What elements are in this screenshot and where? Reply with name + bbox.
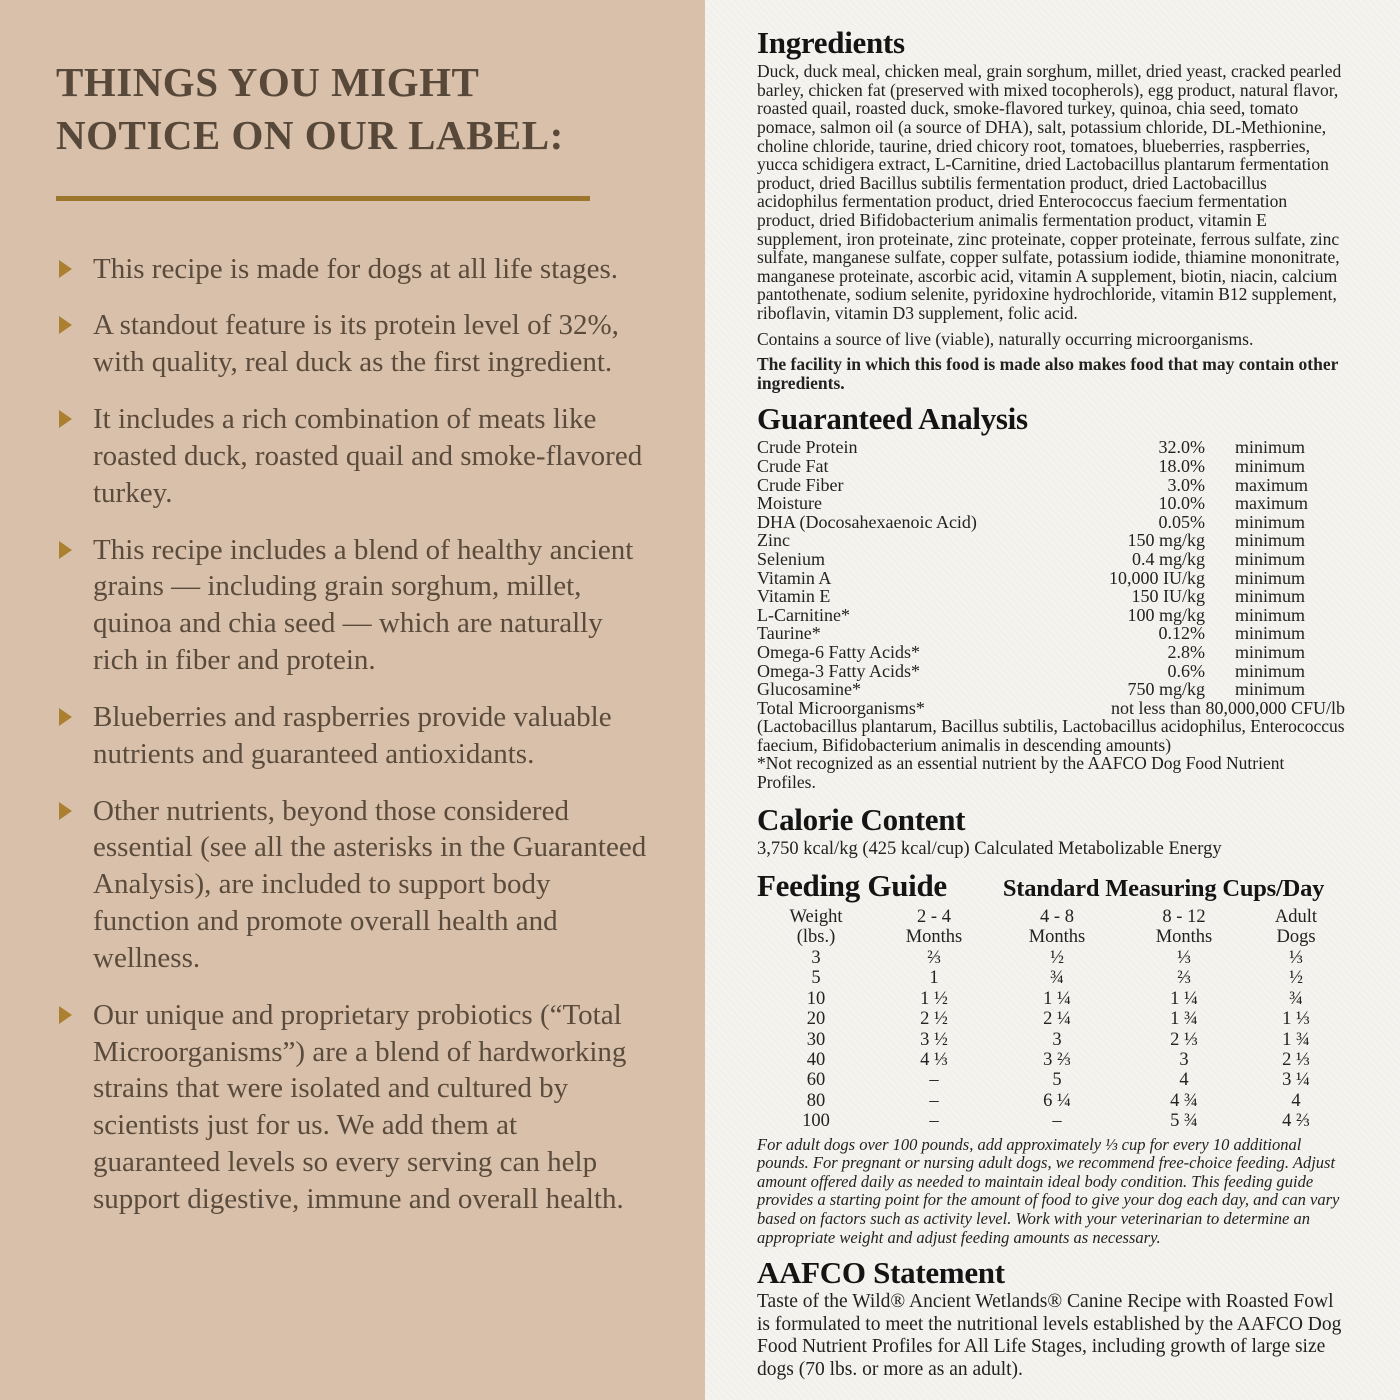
ga-nutrient-value: 18.0% [1158, 455, 1205, 476]
calorie-content-heading: Calorie Content [757, 801, 966, 837]
ga-row [757, 550, 1345, 569]
guaranteed-analysis-table [757, 438, 1345, 698]
guaranteed-analysis-section [757, 403, 1345, 792]
fg-column-header [993, 907, 1121, 947]
ingredients-section [757, 27, 1345, 393]
fg-weight-cell: 20 [806, 1009, 826, 1030]
fg-column-header-bottom: Months [1155, 926, 1213, 947]
ga-nutrient-label: Vitamin A [757, 567, 832, 588]
fg-adult-dogs-cell: 1 ¾ [1282, 1029, 1310, 1050]
fg-column-header-bottom: Months [905, 926, 963, 947]
fg-weight-cell: 100 [802, 1111, 830, 1132]
ga-nutrient-value: 150 mg/kg [1127, 530, 1205, 551]
ga-nutrient-value: 0.05% [1158, 511, 1205, 532]
bullet-arrow-icon [59, 708, 72, 726]
fg-weight-cell: 40 [806, 1049, 826, 1070]
feeding-guide-row [757, 989, 1345, 1009]
bullet-arrow-icon [59, 316, 72, 334]
bullet-item [56, 997, 647, 1218]
ga-nutrient-qualifier: minimum [1235, 437, 1306, 458]
bullet-item [56, 532, 647, 679]
feeding-guide-heading: Feeding Guide [757, 867, 947, 903]
fg-weight-cell: 10 [806, 988, 826, 1009]
fg-column-header-top: 2 - 4 [917, 906, 951, 927]
ga-nutrient-qualifier: minimum [1235, 548, 1306, 569]
fg-2-4-months-cell: 1 ½ [920, 988, 948, 1009]
fg-weight-cell: 5 [811, 968, 821, 989]
fg-8-12-months-cell: 2 ⅓ [1170, 1029, 1198, 1050]
ga-row [757, 457, 1345, 476]
ga-nutrient-label: Selenium [757, 548, 825, 569]
bullet-arrow-icon [59, 802, 72, 820]
bullet-item [56, 307, 647, 381]
ga-nutrient-qualifier: minimum [1235, 567, 1306, 588]
fg-8-12-months-cell: ⅔ [1177, 968, 1191, 989]
ga-nutrient-value: 750 mg/kg [1127, 679, 1205, 700]
ga-nutrient-label: Omega-6 Fatty Acids* [757, 641, 920, 662]
fg-2-4-months-cell: 3 ½ [920, 1029, 948, 1050]
ga-row [757, 494, 1345, 513]
fg-column-header [875, 907, 993, 947]
fg-column-header-top: Adult [1274, 906, 1318, 927]
fg-column-header-bottom: Dogs [1276, 926, 1316, 947]
feeding-guide-section [757, 867, 1345, 1247]
bullet-text: A standout feature is its protein level of 32%, with quality, real duck as the first ingredient. [93, 309, 619, 379]
fg-4-8-months-cell: ¾ [1050, 968, 1064, 989]
ga-nutrient-label: DHA (Docosahexaenoic Acid) [757, 511, 977, 532]
fg-column-header-top: Weight [789, 906, 843, 927]
fg-weight-cell: 30 [806, 1029, 826, 1050]
ga-nutrient-value: 10,000 IU/kg [1109, 567, 1205, 588]
bullet-text: This recipe includes a blend of healthy ancient grains — including grain sorghum, millet, quinoa and chia seed — which are naturally rich in fiber and protein. [93, 533, 634, 677]
fg-adult-dogs-cell: ½ [1289, 968, 1303, 989]
fg-column-header-top: 8 - 12 [1162, 906, 1206, 927]
feeding-guide-row [757, 968, 1345, 988]
ga-nutrient-qualifier: minimum [1235, 679, 1306, 700]
bullet-arrow-icon [59, 1006, 72, 1024]
ga-nutrient-qualifier: minimum [1235, 530, 1306, 551]
ingredients-body: Duck, duck meal, chicken meal, grain sorghum, millet, dried yeast, cracked pearled barley, chicken fat (preserved with mixed tocopherols), egg product, natural flavor, roasted quail, roasted duck, smoke-flavored turkey, quinoa, chia seed, tomato pomace, salmon oil (a source of DHA), salt, potassium chloride, DL-Methionine, choline chloride, taurine, dried chicory root, tomatoes, blueberries, raspberries, yucca schidigera extract, L-Carnitine, dried Lactobacillus plantarum fermentation product, dried Bacillus subtilis fermentation product, dried Lactobacillus acidophilus fermentation product, dried Enterococcus faecium fermentation product, dried Bifidobacterium animalis fermentation product, vitamin E supplement, iron proteinate, zinc proteinate, copper proteinate, ferrous sulfate, zinc sulfate, manganese sulfate, copper sulfate, potassium iodide, thiamine mononitrate, manganese proteinate, ascorbic acid, vitamin A supplement, biotin, niacin, calcium pantothenate, sodium selenite, pyridoxine hydrochloride, vitamin B12 supplement, riboflavin, vitamin D3 supplement, folic acid. [757, 61, 1342, 323]
ga-row [757, 606, 1345, 625]
left-panel-title [56, 56, 647, 163]
bullet-list [56, 251, 647, 1218]
fg-4-8-months-cell: 2 ¼ [1043, 1009, 1071, 1030]
ga-row [757, 513, 1345, 532]
ga-nutrient-qualifier: minimum [1235, 623, 1306, 644]
facility-note: The facility in which this food is made also makes food that may contain other ingredients. [757, 354, 1339, 394]
ga-total-label: Total Microorganisms* [757, 697, 925, 718]
aafco-statement-section [757, 1257, 1345, 1381]
fg-4-8-months-cell: 3 [1052, 1029, 1062, 1050]
ga-nutrient-qualifier: minimum [1235, 511, 1306, 532]
fg-8-12-months-cell: 4 ¾ [1170, 1090, 1198, 1111]
ga-nutrient-label: Moisture [757, 493, 822, 514]
feeding-guide-header-row [757, 867, 1345, 903]
fg-weight-cell: 3 [811, 947, 821, 968]
bullet-text: Our unique and proprietary probiotics (“Total Microorganisms”) are a blend of hardworking strains that were isolated and cultured by scientists just for us. We add them at guaranteed levels so every serving can help support digestive, immune and overall health. [93, 998, 627, 1215]
ga-nutrient-qualifier: minimum [1235, 604, 1306, 625]
fg-8-12-months-cell: 1 ¼ [1170, 988, 1198, 1009]
ga-total-microorganisms-row [757, 699, 1345, 718]
feeding-guide-note: For adult dogs over 100 pounds, add approximately ⅓ cup for every 10 additional pounds. For pregnant or nursing adult dogs, we recommend free-choice feeding. Adjust amount offered daily as needed to maintain ideal body condition. This feeding guide provides a starting point for the amount of food to give your dog each day, and can vary based on factors such as activity level. Work with your veterinarian to determine an appropriate weight and adjust feeding amounts as necessary. [757, 1134, 1340, 1247]
fg-weight-cell: 80 [806, 1090, 826, 1111]
ga-nutrient-qualifier: minimum [1235, 586, 1306, 607]
aafco-body: Taste of the Wild® Ancient Wetlands® Canine Recipe with Roasted Fowl is formulated to meet the nutritional levels established by the AAFCO Dog Food Nutrient Profiles for All Life Stages, including growth of large size dogs (70 lbs. or more as an adult). [757, 1291, 1342, 1380]
ga-nutrient-value: 100 mg/kg [1127, 604, 1205, 625]
fg-weight-cell: 60 [806, 1070, 826, 1091]
ga-nutrient-qualifier: minimum [1235, 641, 1306, 662]
feeding-guide-rows [757, 948, 1345, 1132]
ga-row [757, 624, 1345, 643]
right-panel [705, 0, 1400, 1400]
ga-row [757, 643, 1345, 662]
fg-2-4-months-cell: ⅔ [927, 947, 941, 968]
ga-row [757, 531, 1345, 550]
feeding-guide-row [757, 1070, 1345, 1090]
fg-8-12-months-cell: 3 [1179, 1049, 1189, 1070]
fg-adult-dogs-cell: 2 ⅓ [1282, 1049, 1310, 1070]
fg-adult-dogs-cell: 1 ⅓ [1282, 1009, 1310, 1030]
fg-8-12-months-cell: 4 [1179, 1070, 1189, 1091]
ga-nutrient-label: Vitamin E [757, 586, 831, 607]
fg-2-4-months-cell: – [929, 1111, 939, 1132]
ga-nutrient-label: Crude Fat [757, 455, 829, 476]
bullet-text: This recipe is made for dogs at all life stages. [93, 252, 619, 285]
bullet-item [56, 793, 647, 977]
fg-column-header-bottom: Months [1028, 926, 1086, 947]
ga-nutrient-label: Crude Protein [757, 437, 858, 458]
ga-nutrient-value: 32.0% [1158, 437, 1205, 458]
fg-4-8-months-cell: ½ [1050, 947, 1064, 968]
fg-8-12-months-cell: 5 ¾ [1170, 1111, 1198, 1132]
ga-nutrient-value: 10.0% [1158, 493, 1205, 514]
ga-row [757, 438, 1345, 457]
ga-nutrient-value: 0.4 mg/kg [1131, 548, 1205, 569]
title-line-2: NOTICE ON OUR LABEL: [56, 112, 564, 159]
ga-row [757, 587, 1345, 606]
ga-nutrient-label: Omega-3 Fatty Acids* [757, 660, 920, 681]
fg-2-4-months-cell: 1 [929, 968, 939, 989]
bullet-arrow-icon [59, 410, 72, 428]
bullet-text: Blueberries and raspberries provide valuable nutrients and guaranteed antioxidants. [93, 700, 612, 770]
fg-4-8-months-cell: – [1052, 1111, 1062, 1132]
fg-adult-dogs-cell: 4 [1291, 1090, 1301, 1111]
contains-note: Contains a source of live (viable), naturally occurring microorganisms. [757, 328, 1254, 349]
bullet-item [56, 401, 647, 511]
fg-column-header [757, 907, 875, 947]
ga-nutrient-label: Zinc [757, 530, 790, 551]
feeding-guide-row [757, 1050, 1345, 1070]
fg-column-header [1121, 907, 1247, 947]
fg-8-12-months-cell: ⅓ [1177, 947, 1191, 968]
ga-row [757, 662, 1345, 681]
bullet-arrow-icon [59, 260, 72, 278]
ga-row [757, 476, 1345, 495]
fg-adult-dogs-cell: 3 ¼ [1282, 1070, 1310, 1091]
ga-nutrient-label: Glucosamine* [757, 679, 861, 700]
fg-4-8-months-cell: 5 [1052, 1070, 1062, 1091]
ga-nutrient-qualifier: maximum [1235, 493, 1308, 514]
ga-nutrient-label: Taurine* [757, 623, 821, 644]
fg-8-12-months-cell: 1 ¾ [1170, 1009, 1198, 1030]
fg-adult-dogs-cell: ⅓ [1289, 947, 1303, 968]
ga-nutrient-value: 150 IU/kg [1131, 586, 1205, 607]
fg-column-header-bottom: (lbs.) [796, 926, 836, 947]
title-line-1: THINGS YOU MIGHT [56, 59, 480, 105]
microorganisms-note: (Lactobacillus plantarum, Bacillus subtilis, Lactobacillus acidophilus, Enterococcus faecium, Bifidobacterium animalis in descending amounts) [757, 716, 1345, 755]
calorie-content-body: 3,750 kcal/kg (425 kcal/cup) Calculated Metabolizable Energy [757, 838, 1222, 859]
ga-nutrient-qualifier: minimum [1235, 660, 1306, 681]
feeding-guide-row [757, 948, 1345, 968]
fg-2-4-months-cell: 2 ½ [920, 1009, 948, 1030]
calorie-content-section [757, 801, 1345, 860]
ga-total-value: not less than 80,000,000 CFU/lb [1110, 697, 1345, 718]
feeding-guide-row [757, 1030, 1345, 1050]
fg-column-header-top: 4 - 8 [1040, 906, 1074, 927]
fg-4-8-months-cell: 6 ¼ [1043, 1090, 1071, 1111]
feeding-guide-row [757, 1091, 1345, 1111]
feeding-guide-table [757, 907, 1345, 1132]
guaranteed-analysis-heading: Guaranteed Analysis [757, 401, 1028, 437]
ga-nutrient-qualifier: maximum [1235, 474, 1308, 495]
fg-2-4-months-cell: – [929, 1090, 939, 1111]
fg-2-4-months-cell: 4 ⅓ [920, 1049, 948, 1070]
fg-4-8-months-cell: 1 ¼ [1043, 988, 1071, 1009]
bullet-item [56, 699, 647, 773]
ga-nutrient-qualifier: minimum [1235, 455, 1306, 476]
bullet-text: It includes a rich combination of meats like roasted duck, roasted quail and smoke-flavored turkey. [93, 403, 643, 509]
ingredients-heading: Ingredients [757, 25, 905, 60]
feeding-guide-row [757, 1009, 1345, 1029]
ga-nutrient-value: 0.12% [1158, 623, 1205, 644]
bullet-item [56, 251, 647, 288]
feeding-guide-row [757, 1111, 1345, 1131]
ga-nutrient-value: 2.8% [1167, 641, 1205, 662]
fg-adult-dogs-cell: ¾ [1289, 988, 1303, 1009]
ga-row [757, 569, 1345, 588]
fg-column-header [1247, 907, 1345, 947]
bullet-arrow-icon [59, 541, 72, 559]
fg-4-8-months-cell: 3 ⅔ [1043, 1049, 1071, 1070]
aafco-heading: AAFCO Statement [757, 1255, 1005, 1291]
bullet-text: Other nutrients, beyond those considered essential (see all the asterisks in the Guaranteed Analysis), are included to support body function and promote overall health and wellness. [93, 794, 647, 974]
title-divider-rule [56, 196, 590, 201]
ga-row [757, 680, 1345, 699]
fg-2-4-months-cell: – [929, 1070, 939, 1091]
fg-adult-dogs-cell: 4 ⅔ [1282, 1111, 1310, 1132]
ga-nutrient-label: L-Carnitine* [757, 604, 850, 625]
feeding-guide-column-headers [757, 907, 1345, 947]
ga-nutrient-label: Crude Fiber [757, 474, 844, 495]
ga-nutrient-value: 0.6% [1167, 660, 1205, 681]
feeding-guide-subheading: Standard Measuring Cups/Day [1002, 874, 1325, 902]
ga-nutrient-value: 3.0% [1167, 474, 1205, 495]
asterisk-note: *Not recognized as an essential nutrient by the AAFCO Dog Food Nutrient Profiles. [757, 753, 1285, 793]
